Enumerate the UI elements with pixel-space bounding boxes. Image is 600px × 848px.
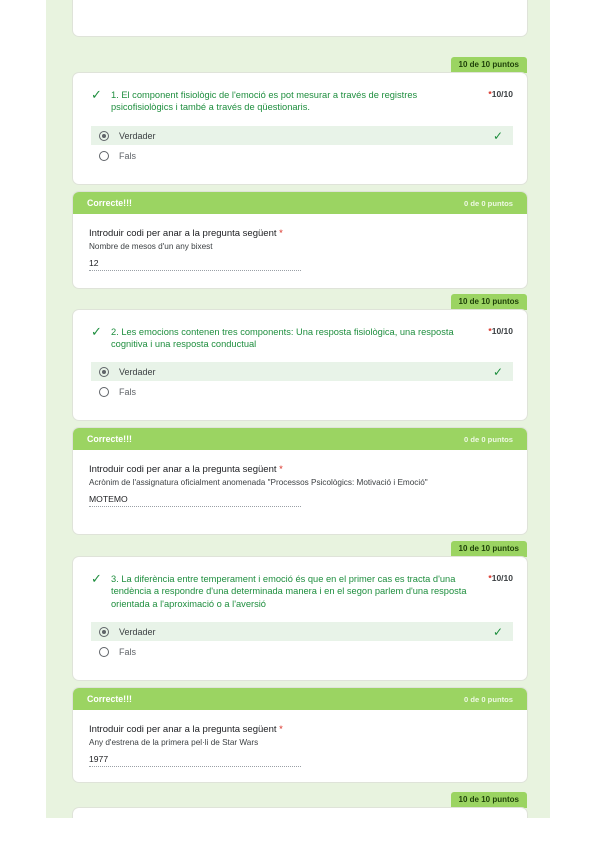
question-card-3	[73, 557, 527, 680]
correct-check-icon: ✓	[91, 571, 102, 586]
code-prompt: Introduir codi per anar a la pregunta següent *	[89, 464, 283, 475]
radio-unselected-icon[interactable]	[99, 647, 109, 657]
correct-check-icon: ✓	[492, 364, 503, 379]
question-card-1	[73, 73, 527, 184]
points-badge: 10 de 10 puntos	[451, 541, 527, 557]
code-card-1	[73, 192, 527, 288]
correct-check-icon: ✓	[492, 624, 503, 639]
correct-label: Correcte!!!	[87, 694, 132, 704]
correct-header	[73, 428, 527, 450]
code-description: Nombre de mesos d'un any bixest	[89, 242, 213, 251]
option-label: Verdader	[119, 366, 156, 377]
radio-selected-icon[interactable]	[99, 367, 109, 377]
next-question-card	[73, 808, 527, 818]
code-points: 0 de 0 puntos	[464, 694, 513, 704]
points-badge: 10 de 10 puntos	[451, 294, 527, 310]
question-score: *10/10	[488, 326, 513, 336]
correct-check-icon: ✓	[91, 87, 102, 102]
code-answer-field[interactable]: 12	[89, 258, 301, 271]
correct-label: Correcte!!!	[87, 198, 132, 208]
form-scroll-area[interactable]	[46, 0, 550, 818]
code-answer-field[interactable]: 1977	[89, 754, 301, 767]
code-card-3	[73, 688, 527, 782]
points-badge: 10 de 10 puntos	[451, 57, 527, 73]
option-label: Verdader	[119, 130, 156, 141]
code-description: Any d'estrena de la primera pel·li de Star Wars	[89, 738, 259, 747]
option-fals[interactable]	[91, 642, 513, 661]
question-card-2	[73, 310, 527, 420]
code-prompt: Introduir codi per anar a la pregunta següent *	[89, 228, 283, 239]
radio-selected-icon[interactable]	[99, 627, 109, 637]
code-card-2	[73, 428, 527, 534]
question-score: *10/10	[488, 89, 513, 99]
correct-check-icon: ✓	[492, 128, 503, 143]
correct-check-icon: ✓	[91, 324, 102, 339]
points-badge: 10 de 10 puntos	[451, 792, 527, 808]
option-label: Fals	[119, 386, 137, 397]
radio-unselected-icon[interactable]	[99, 151, 109, 161]
option-label: Fals	[119, 150, 137, 161]
correct-header	[73, 192, 527, 214]
option-verdader[interactable]	[91, 622, 513, 641]
question-score: *10/10	[488, 573, 513, 583]
question-text: 1. El component fisiològic de l'emoció es pot mesurar a través de registres psicofisiològics i també a través de qüestionaris.	[111, 90, 418, 113]
code-prompt: Introduir codi per anar a la pregunta següent *	[89, 724, 283, 735]
radio-unselected-icon[interactable]	[99, 387, 109, 397]
correct-label: Correcte!!!	[87, 434, 132, 444]
code-points: 0 de 0 puntos	[464, 434, 513, 444]
question-text: 2. Les emocions contenen tres components: Una resposta fisiològica, una resposta cognitiva i una resposta conductual	[111, 327, 454, 350]
option-verdader[interactable]	[91, 126, 513, 145]
code-description: Acrònim de l'assignatura oficialment anomenada "Processos Psicològics: Motivació i Emoció"	[89, 478, 428, 487]
correct-header	[73, 688, 527, 710]
question-text: 3. La diferència entre temperament i emoció és que en el primer cas es tracta d'una tendència a respondre d'una determinada manera i en el segon parlem d'una resposta orientada a l'aproximació o a l'aversió	[111, 574, 467, 609]
radio-selected-icon[interactable]	[99, 131, 109, 141]
code-points: 0 de 0 puntos	[464, 198, 513, 208]
option-verdader[interactable]	[91, 362, 513, 381]
option-fals[interactable]	[91, 382, 513, 401]
code-answer-field[interactable]: MOTEMO	[89, 494, 301, 507]
option-label: Fals	[119, 646, 137, 657]
previous-card	[73, 0, 527, 36]
option-label: Verdader	[119, 626, 156, 637]
option-fals[interactable]	[91, 146, 513, 165]
